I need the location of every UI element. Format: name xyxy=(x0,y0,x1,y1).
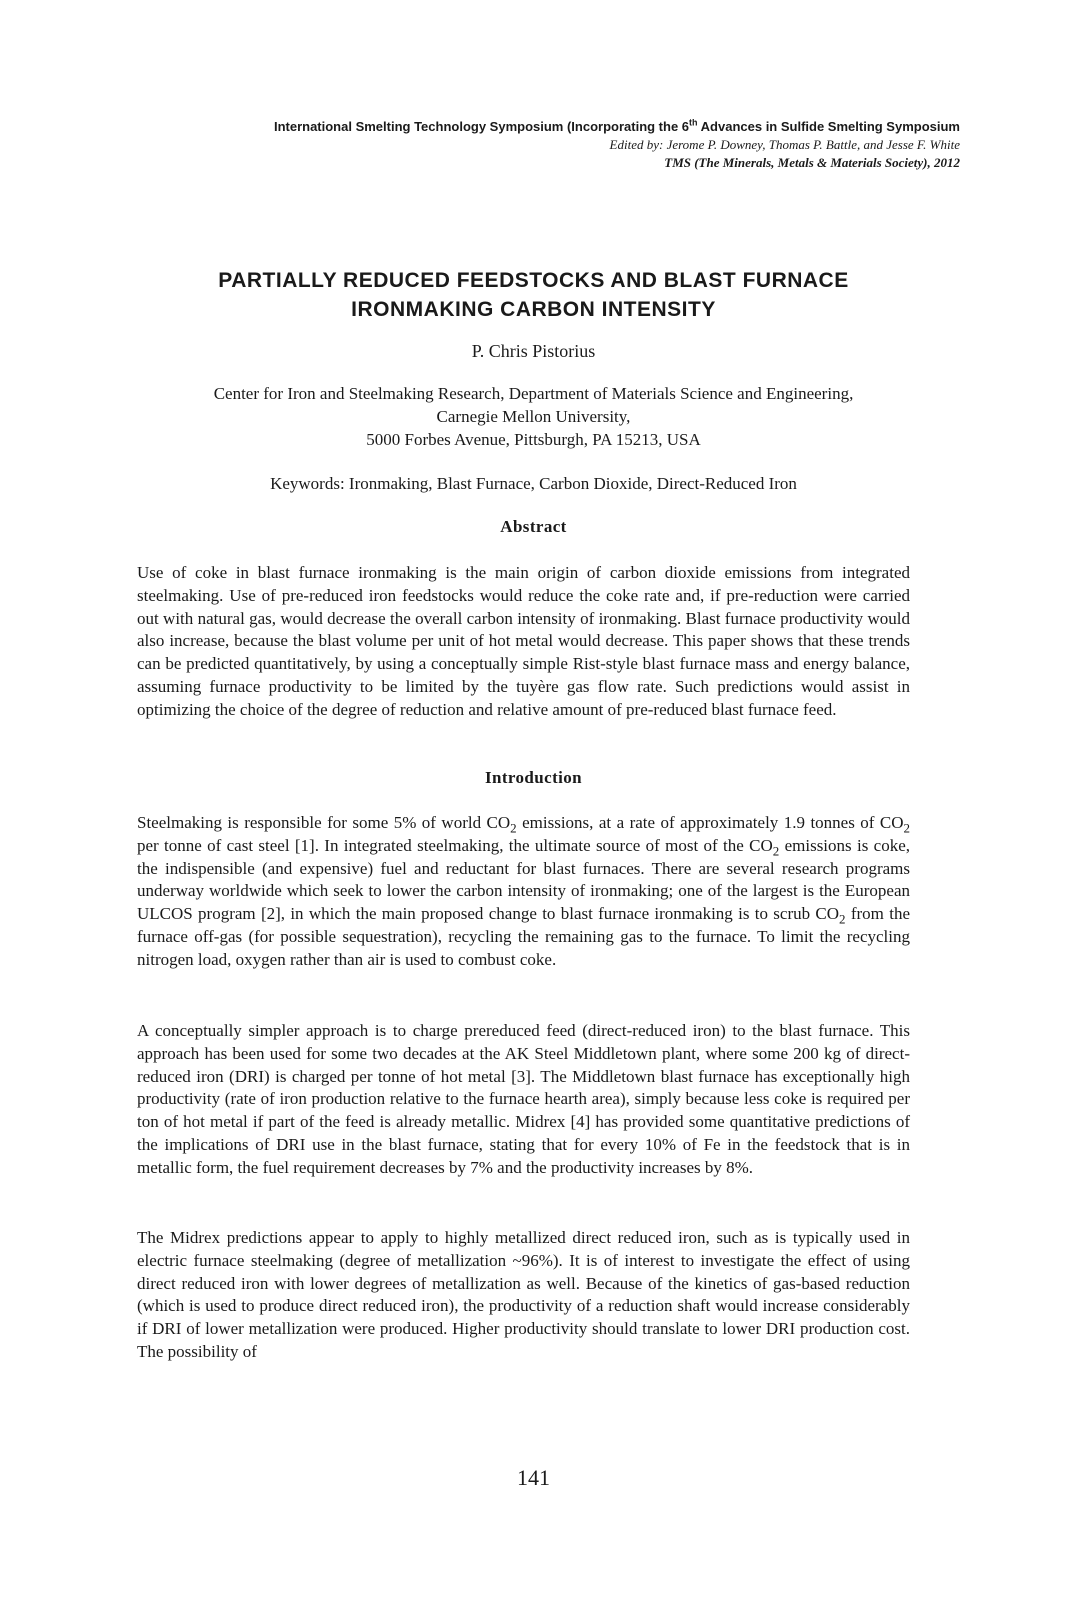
page-number: 141 xyxy=(517,1465,550,1490)
title-line-2: IRONMAKING CARBON INTENSITY xyxy=(351,298,716,321)
running-header xyxy=(250,118,960,172)
abstract-heading: Abstract xyxy=(500,517,567,536)
intro-paragraph-2: A conceptually simpler approach is to charge prereduced feed (direct-reduced iron) to the blast furnace. This approach has been used for some two decades at the AK Steel Middletown plant, where some 200 kg of direct-reduced iron (DRI) is charged per tonne of hot metal [3]. The Middletown blast furnace has exceptionally high productivity (rate of iron production relative to the furnace hearth area), simply because less coke is required per ton of hot metal if part of the feed is already metallic. Midrex [4] has provided some quantitative predictions of the implications of DRI use in the blast furnace, stating that for every 10% of Fe in the feedstock that is in metallic form, the fuel requirement decreases by 7% and the productivity increases by 8%. xyxy=(137,1021,910,1177)
header-symposium-line: International Smelting Technology Symposium (Incorporating the 6th Advances in Sulfide Smelting Symposium xyxy=(273,117,960,134)
intro-paragraph-3: The Midrex predictions appear to apply to highly metallized direct reduced iron, such as is typically used in electric furnace steelmaking (degree of metallization ~96%). It is of interest to investigate the effect of using direct reduced iron with lower degrees of metallization as well. Because of the kinetics of gas-based reduction (which is used to produce direct reduced iron), the productivity of a reduction shaft would increase considerably if DRI of lower metallization were produced. Higher productivity should translate to lower DRI production cost. The possibility of xyxy=(137,1228,910,1361)
affiliation-line-1: Center for Iron and Steelmaking Research, Department of Materials Science and Engineering, xyxy=(213,384,854,403)
affiliation-line-2: Carnegie Mellon University, xyxy=(436,407,631,426)
affiliation-line-3: 5000 Forbes Avenue, Pittsburgh, PA 15213, USA xyxy=(366,430,701,449)
keywords: Keywords: Ironmaking, Blast Furnace, Carbon Dioxide, Direct-Reduced Iron xyxy=(270,474,797,493)
header-editors-line: Edited by: Jerome P. Downey, Thomas P. Battle, and Jesse F. White xyxy=(609,137,960,152)
introduction-heading: Introduction xyxy=(484,768,583,787)
abstract-text: Use of coke in blast furnace ironmaking is the main origin of carbon dioxide emissions from integrated steelmaking. Use of pre-reduced iron feedstocks would reduce the coke rate and, if pre-reduction were carried out with natural gas, would decrease the overall carbon intensity of ironmaking. Blast furnace productivity would also increase, because the blast volume per unit of hot metal would decrease. This paper shows that these trends can be predicted quantitatively, by using a conceptually simple Rist-style blast furnace mass and energy balance, assuming furnace productivity to be limited by the tuyère gas flow rate. Such predictions would assist in optimizing the choice of the degree of reduction and relative amount of pre-reduced blast furnace feed. xyxy=(137,563,910,719)
author-affiliation xyxy=(120,382,947,451)
paper-title xyxy=(120,266,947,324)
intro-paragraph-1: Steelmaking is responsible for some 5% of world $CO_2$ emissions, at a rate of approximately 1.9 tonnes of $CO_2$ per tonne of cast steel [1]. In integrated steelmaking, the ultimate source of most of the $CO_2$ emissions is coke, the indispensible (and expensive) fuel and reductant for blast furnaces. There are several research programs underway worldwide which seek to lower the carbon intensity of ironmaking; one of the largest is the European ULCOS program [2], in which the main proposed change to blast furnace ironmaking is to scrub $CO_2$ from the furnace off-gas (for possible sequestration), recycling the remaining gas to the furnace. To limit the recycling nitrogen load, oxygen rather than air is used to combust coke. xyxy=(137,813,910,969)
title-line-1: PARTIALLY REDUCED FEEDSTOCKS AND BLAST FURNACE xyxy=(218,269,849,292)
author-name: P. Chris Pistorius xyxy=(471,341,596,361)
header-publisher-line: TMS (The Minerals, Metals & Materials Society), 2012 xyxy=(664,155,960,170)
